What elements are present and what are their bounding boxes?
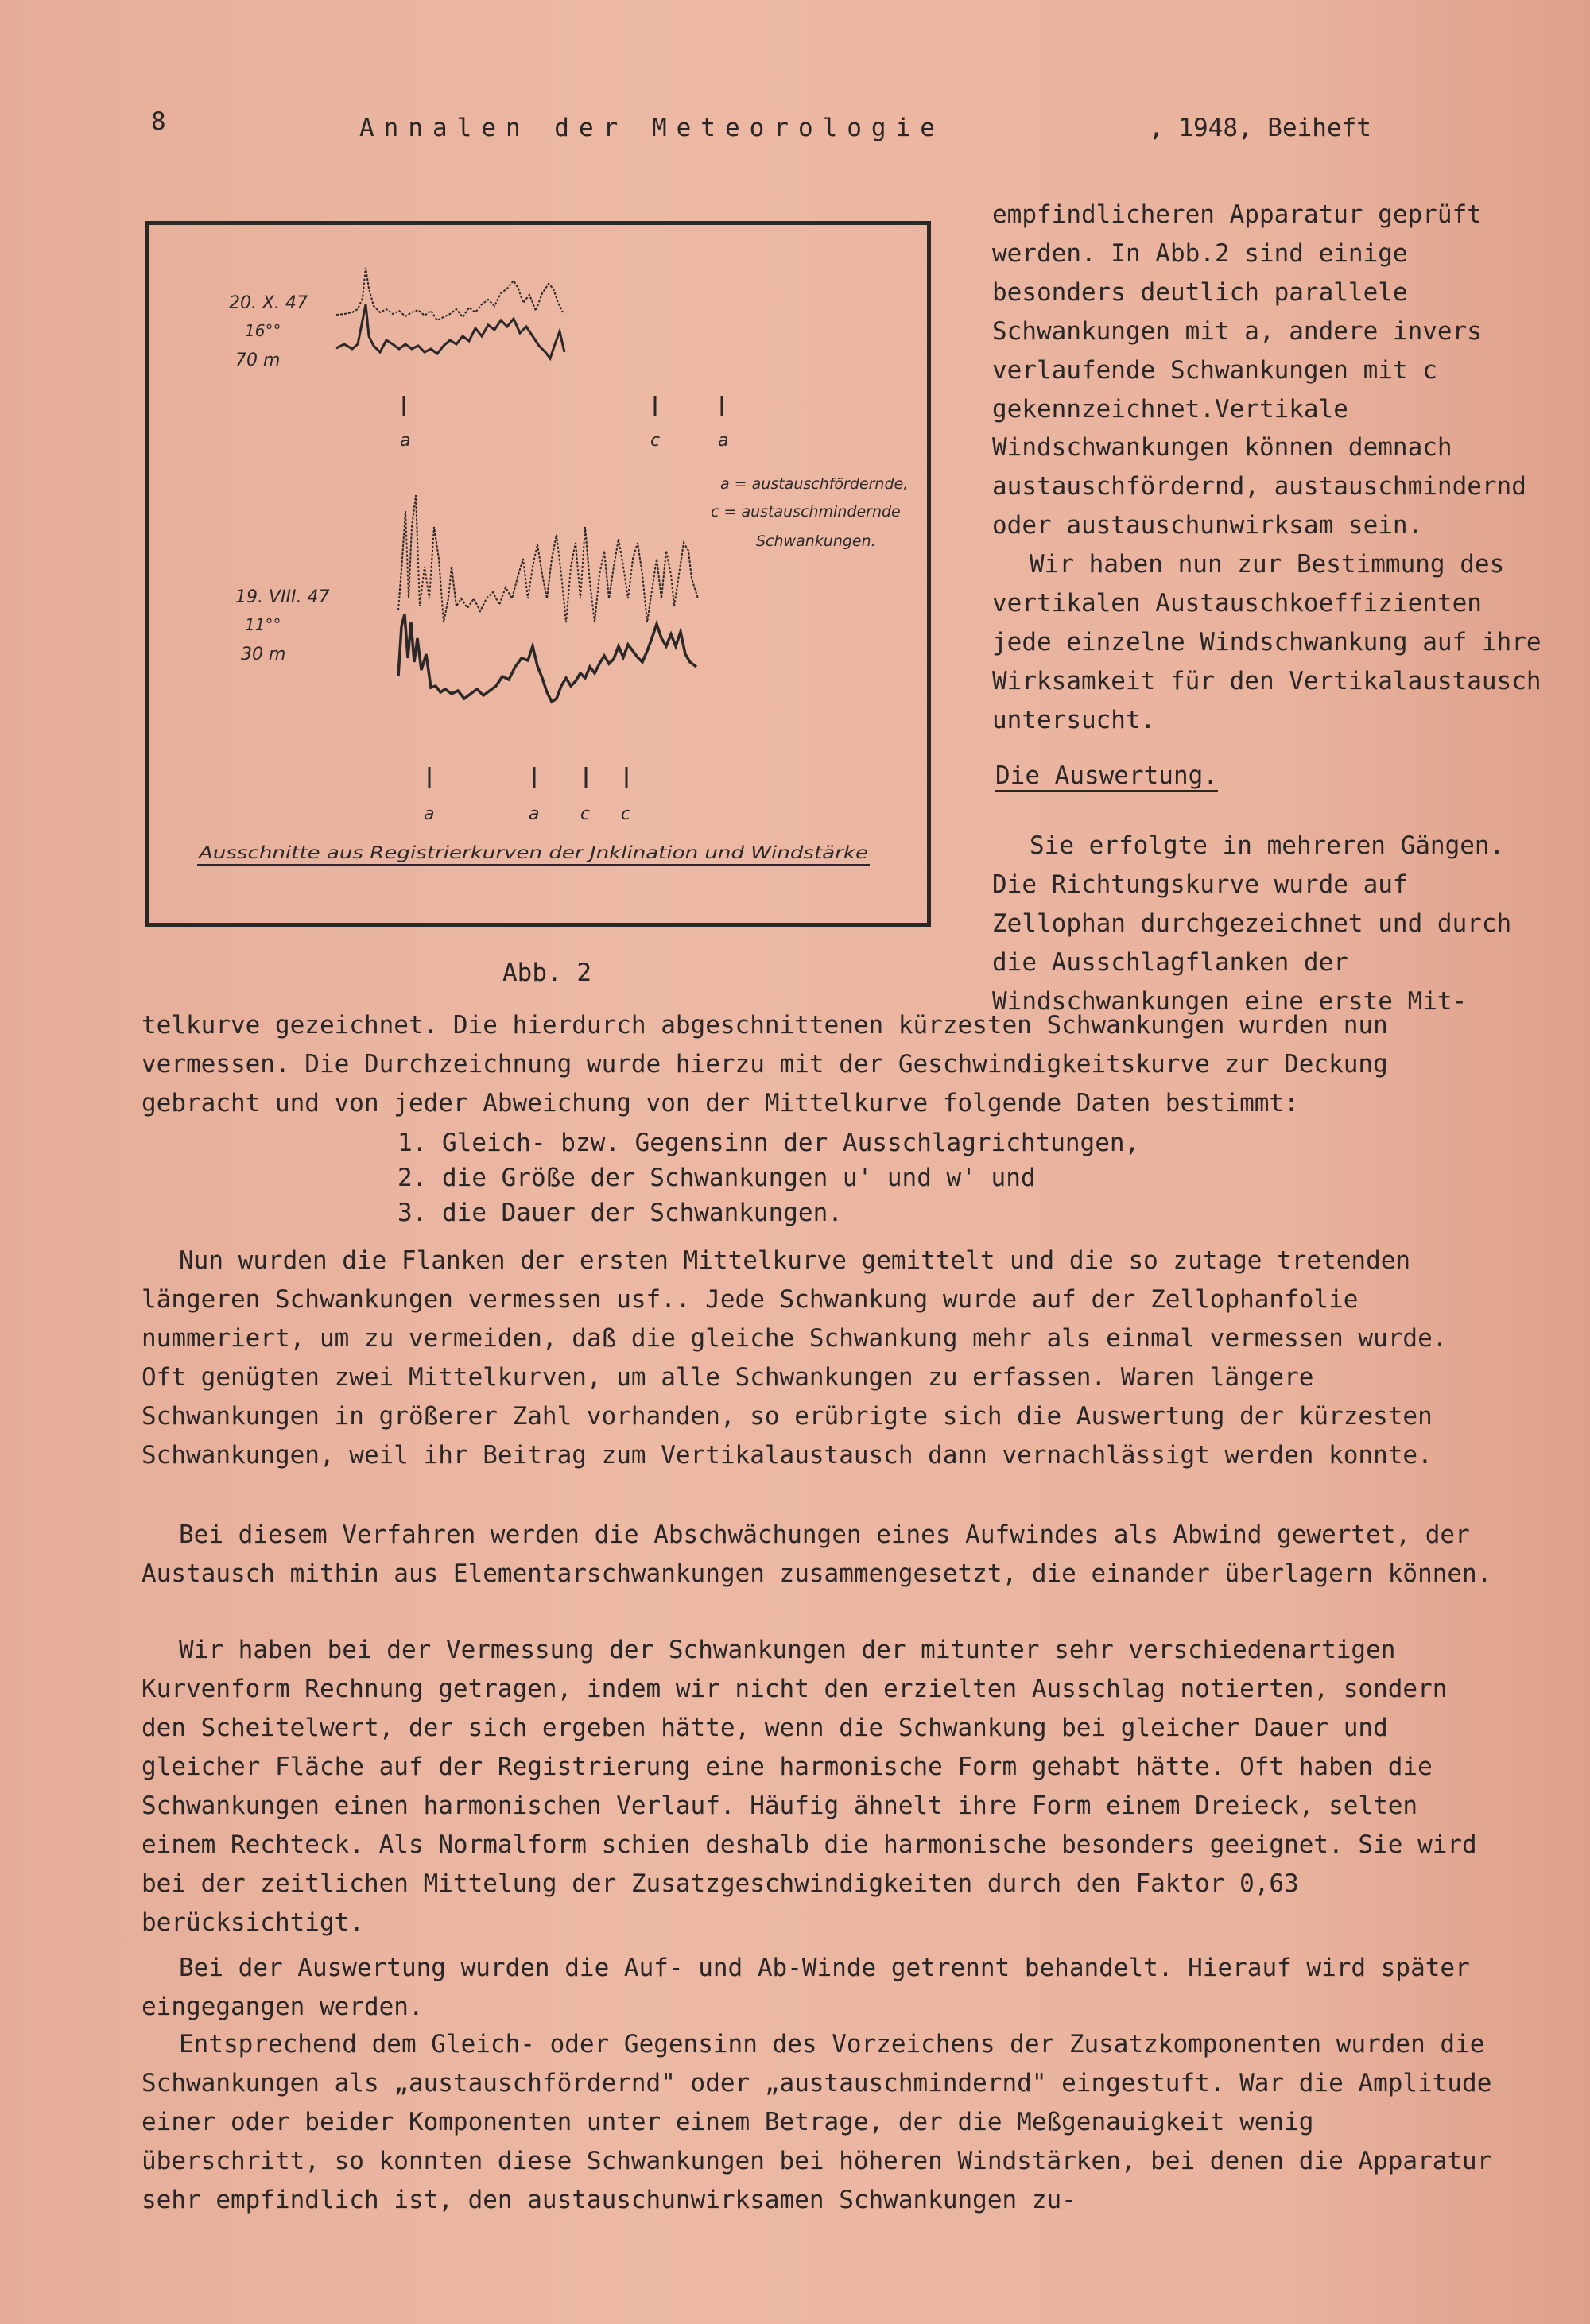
- list-item: 3. die Dauer der Schwankungen.: [398, 1199, 843, 1227]
- figure-caption: Abb. 2: [502, 959, 591, 987]
- list-item: 1. Gleich- bzw. Gegensinn der Ausschlagrichtungen,: [398, 1129, 1140, 1157]
- lower-windspeed-curve: [398, 614, 696, 702]
- body-paragraph-3: Bei diesem Verfahren werden die Abschwächungen eines Aufwindes als Abwind gewertet, der Austausch mithin aus Elementarschwankungen zusammengesetzt, die einander überlagern können.: [142, 1520, 1492, 1588]
- lower-marker-c2: c: [621, 804, 631, 824]
- figure-abb-2: [145, 221, 931, 927]
- upper-marker-c: c: [650, 431, 661, 451]
- upper-inclination-curve: [336, 268, 563, 320]
- body-paragraph-6: Entsprechend dem Gleich- oder Gegensinn des Vorzeichens der Zusatzkomponenten wurden die Schwankungen als „austauschfördernd" oder „austauschmindernd" eingestuft. War die Amplitude einer oder beider Komponenten unter einem Betrage, der die Meßgenauigkeit wenig überschritt, so konnten diese Schwankungen bei höheren Windstärken, bei denen die Apparatur sehr empfindlich ist, den austauschunwirksamen Schwankungen zu-: [142, 2030, 1492, 2214]
- section-title: Die Auswertung.: [995, 761, 1218, 790]
- upper-windspeed-curve: [336, 304, 564, 358]
- upper-marker-a2: a: [718, 431, 729, 451]
- lower-height: 30 m: [241, 645, 286, 664]
- lower-time: 11°°: [245, 615, 281, 634]
- body-paragraph-5: Bei der Auswertung wurden die Auf- und Ab-Winde getrennt behandelt. Hierauf wird später eingegangen werden.: [142, 1954, 1470, 2021]
- legend-line-3: Schwankungen.: [756, 533, 876, 550]
- upper-marker-a1: a: [400, 431, 411, 451]
- figure-inner-caption: Ausschnitte aus Registrierkurven der Jnklination und Windstärke: [196, 843, 869, 862]
- right-column-paragraph-2: Wir haben nun zur Bestimmung des vertikalen Austauschkoeffizienten jede einzelne Windschwankung auf ihre Wirksamkeit für den Vertikalaustausch untersucht.: [992, 550, 1542, 734]
- legend-line-2: c = austauschmindernde: [711, 503, 901, 521]
- upper-time: 16°°: [245, 321, 281, 340]
- page-number: 8: [151, 107, 166, 136]
- legend-line-1: a = austauschfördernde,: [720, 475, 909, 493]
- body-paragraph-1: telkurve gezeichnet. Die hierdurch abgeschnittenen kürzesten Schwankungen wurden nun vermessen. Die Durchzeichnung wurde hierzu mit der Geschwindigkeitskurve zur Deckung gebracht und von jeder Abweichung von der Mittelkurve folgende Daten bestimmt:: [142, 1011, 1388, 1117]
- figure-drawing: [149, 225, 927, 923]
- journal-year: , 1948, Beiheft: [1149, 114, 1371, 142]
- lower-marker-c1: c: [580, 804, 591, 824]
- list-item: 2. die Größe der Schwankungen u' und w' und: [398, 1164, 1036, 1192]
- criteria-list: [398, 1125, 1139, 1230]
- lower-date: 19. VIII. 47: [235, 587, 330, 607]
- body-paragraph-2: Nun wurden die Flanken der ersten Mittelkurve gemittelt und die so zutage tretenden längeren Schwankungen vermessen usf.. Jede Schwankung wurde auf der Zellophanfolie nummeriert, um zu vermeiden, daß die gleiche Schwankung mehr als einmal vermessen wurde. Oft genügten zwei Mittelkurven, um alle Schwankungen zu erfassen. Waren längere Schwankungen in größerer Zahl vorhanden, so erübrigte sich die Auswertung der kürzesten Schwankungen, weil ihr Beitrag zum Vertikalaustausch dann vernachlässigt werden konnte.: [142, 1246, 1448, 1470]
- upper-date: 20. X. 47: [229, 293, 308, 313]
- upper-height: 70 m: [235, 351, 281, 370]
- lower-marker-a2: a: [529, 804, 540, 824]
- lower-marker-a1: a: [424, 804, 435, 824]
- right-column-paragraph-1: empfindlicheren Apparatur geprüft werden. In Abb.2 sind einige besonders deutlich parallele Schwankungen mit a, andere invers verlaufende Schwankungen mit c gekennzeichnet.Vertikale Windschwankungen können demnach austauschfördernd, austauschmindernd oder austauschunwirksam sein.: [992, 200, 1526, 540]
- body-paragraph-4: Wir haben bei der Vermessung der Schwankungen der mitunter sehr verschiedenartigen Kurvenform Rechnung getragen, indem wir nicht den erzielten Ausschlag notierten, sondern den Scheitelwert, der sich ergeben hätte, wenn die Schwankung bei gleicher Dauer und gleicher Fläche auf der Registrierung eine harmonische Form gehabt hätte. Oft haben die Schwankungen einen harmonischen Verlauf. Häufig ähnelt ihre Form einem Dreieck, selten einem Rechteck. Als Normalform schien deshalb die harmonische besonders geeignet. Sie wird bei der zeitlichen Mittelung der Zusatzgeschwindigkeiten durch den Faktor 0,63 berücksichtigt.: [142, 1636, 1477, 1937]
- lower-inclination-curve: [398, 495, 698, 622]
- page-header: [151, 107, 1391, 155]
- journal-title: Annalen der Meteorologie: [359, 114, 944, 142]
- right-column-paragraph-3: Sie erfolgte in mehreren Gängen. Die Richtungskurve wurde auf Zellophan durchgezeichnet und durch die Ausschlagflanken der Windschwankungen eine erste Mit-: [992, 831, 1512, 1016]
